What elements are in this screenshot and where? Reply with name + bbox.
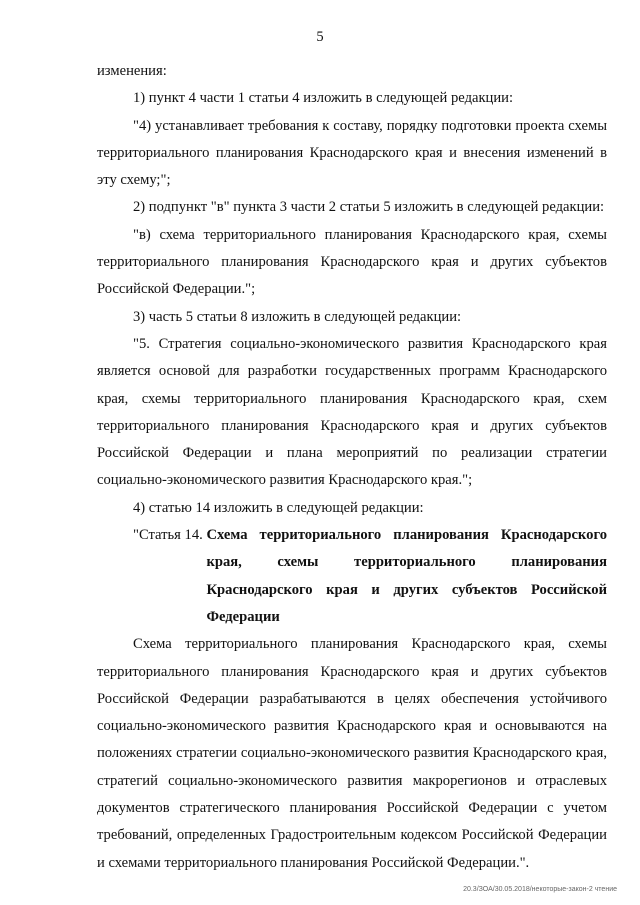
paragraph-item-3: 3) часть 5 статьи 8 изложить в следующей редакции: — [133, 308, 462, 325]
paragraph-quote-3: "5. Стратегия социально-экономического развития Краснодарского края является основой для разработки государственных программ Краснодарского края, схемы территориального планирования Краснодарского края, схем территориального планирования Краснодарского края и других субъектов Российской Федерации и плана мероприятий по реализации стратегии социально-экономического развития Краснодарского края."; — [97, 335, 607, 489]
article-label: "Статья 14. — [133, 527, 207, 544]
footer-reference: 20.3/ЗОА/30.05.2018/некоторые-закон-2 чтение — [463, 886, 617, 893]
paragraph-item-4: 4) статью 14 изложить в следующей редакции: — [133, 499, 424, 516]
paragraph-item-2: 2) подпункт "в" пункта 3 части 2 статьи 5 изложить в следующей редакции: — [133, 199, 605, 216]
article-title: Схема территориального планирования Краснодарского края, схемы территориального планирования Краснодарского края и других субъектов Российской Федерации — [206, 527, 607, 625]
document-body — [97, 58, 607, 877]
paragraph-quote-1: "4) устанавливает требования к составу, порядку подготовки проекта схемы территориального планирования Краснодарского края и внесения изменений в эту схему;"; — [97, 117, 607, 189]
article-heading — [97, 522, 607, 631]
paragraph-item-1: 1) пункт 4 части 1 статьи 4 изложить в следующей редакции: — [133, 90, 514, 107]
page-number: 5 — [316, 29, 324, 45]
paragraph-article-body: Схема территориального планирования Краснодарского края, схемы территориального планирования Краснодарского края и других субъектов Российской Федерации разрабатываются в целях обеспечения устойчивого социально-экономического развития Краснодарского края и основываются на положениях стратегии социально-экономического развития Краснодарского края, стратегий социально-экономического развития макрорегионов и отраслевых документов стратегического планирования Российской Федерации с учетом требований, определенных Градостроительным кодексом Российской Федерации и схемами территориального планирования Российской Федерации.". — [97, 636, 607, 871]
paragraph-quote-2: "в) схема территориального планирования Краснодарского края, схемы территориального планирования Краснодарского края и других субъектов Российской Федерации."; — [97, 226, 607, 298]
paragraph-intro: изменения: — [97, 63, 167, 79]
